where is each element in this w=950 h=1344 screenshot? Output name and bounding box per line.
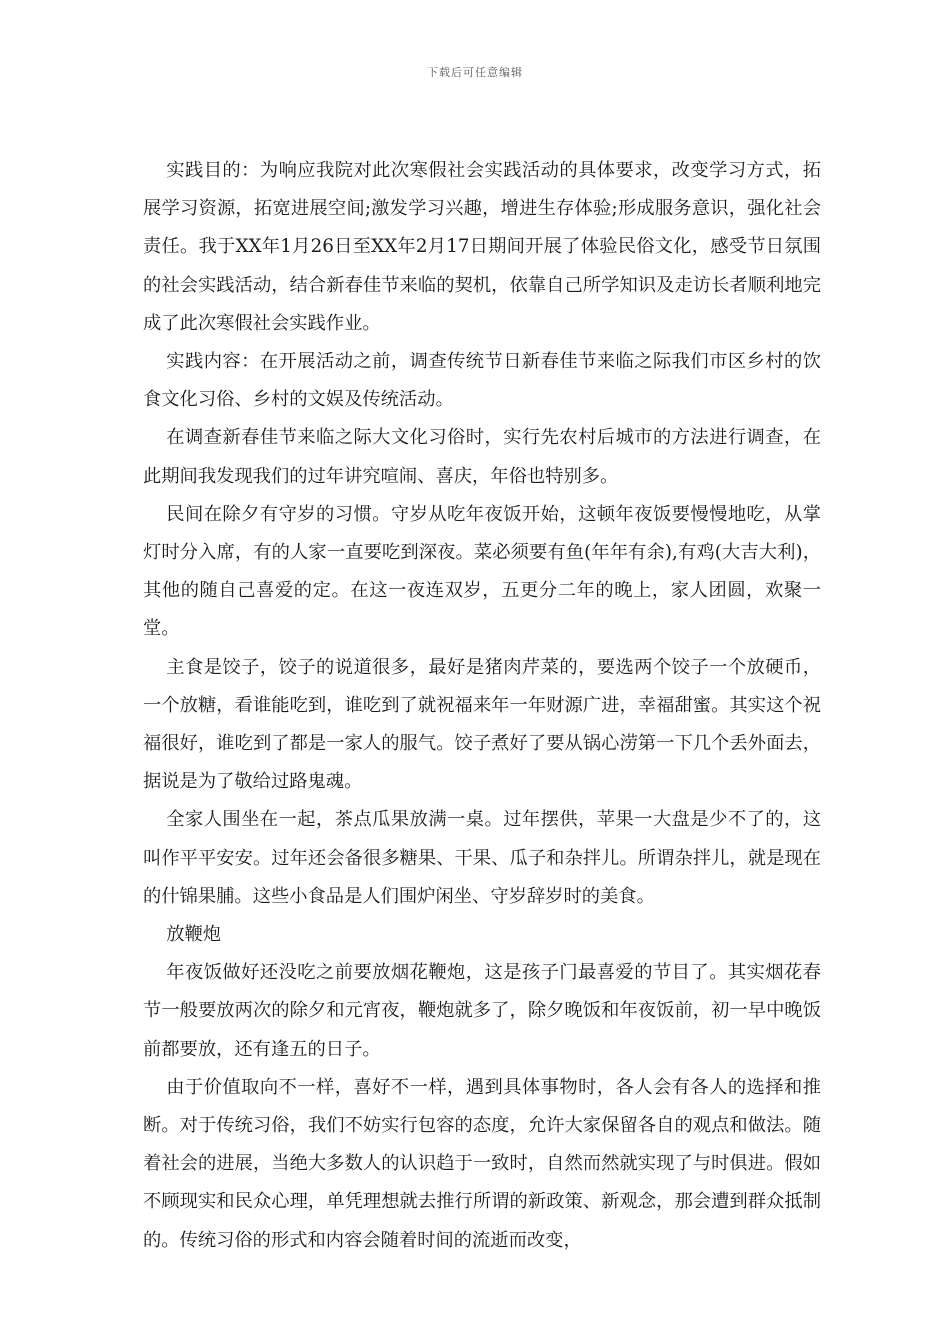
paragraph-practice-content: 实践内容：在开展活动之前，调查传统节日新春佳节来临之际我们市区乡村的饮食文化习俗、乡村的文娱及传统活动。 [143,351,821,411]
paragraph-family-snacks: 全家人围坐在一起，茶点瓜果放满一桌。过年摆供，苹果一大盘是少不了的，这叫作平平安安。过年还会备很多糖果、干果、瓜子和杂拌儿。所谓杂拌儿，就是现在的什锦果脯。这些小食品是人们围炉闲坐、守岁辞岁时的美食。 [143,809,821,907]
paragraph-survey-method: 在调查新春佳节来临之际大文化习俗时，实行先农村后城市的方法进行调查，在此期间我发现我们的过年讲究喧闹、喜庆，年俗也特别多。 [143,427,821,487]
page-header-note: 下载后可任意编辑 [427,66,523,79]
paragraph-firecrackers: 年夜饭做好还没吃之前要放烟花鞭炮，这是孩子门最喜爱的节目了。其实烟花春节一般要放两次的除夕和元宵夜，鞭炮就多了，除夕晚饭和年夜饭前，初一早中晚饭前都要放，还有逢五的日子。 [143,962,821,1060]
section-heading-firecrackers: 放鞭炮 [166,924,222,946]
paragraph-new-year-eve-vigil: 民间在除夕有守岁的习惯。守岁从吃年夜饭开始，这顿年夜饭要慢慢地吃，从掌灯时分入席，有的人家一直要吃到深夜。菜必须要有鱼(年年有余),有鸡(大吉大利)，其他的随自己喜爱的定。在这一夜连双岁，五更分二年的晚上，家人团圆，欢聚一堂。 [143,503,821,640]
document-body [143,152,821,1260]
paragraph-dumplings: 主食是饺子，饺子的说道很多，最好是猪肉芹菜的，要选两个饺子一个放硬币，一个放糖，看谁能吃到，谁吃到了就祝福来年一年财源广进，幸福甜蜜。其实这个祝福很好，谁吃到了都是一家人的服气。饺子煮好了要从锅心涝第一下几个丢外面去，据说是为了敬给过路鬼魂。 [143,656,821,793]
paragraph-customs-tolerance: 由于价值取向不一样，喜好不一样，遇到具体事物时，各人会有各人的选择和推断。对于传统习俗，我们不妨实行包容的态度，允许大家保留各自的观点和做法。随着社会的进展，当绝大多数人的认识趋于一致时，自然而然就实现了与时俱进。假如不顾现实和民众心理，单凭理想就去推行所谓的新政策、新观念，那会遭到群众抵制的。传统习俗的形式和内容会随着时间的流逝而改变， [143,1076,821,1251]
paragraph-practice-purpose: 实践目的：为响应我院对此次寒假社会实践活动的具体要求，改变学习方式，拓展学习资源，拓宽进展空间;激发学习兴趣，增进生存体验;形成服务意识，强化社会责任。我于XX年1月26日至XX年2月17日期间开展了体验民俗文化，感受节日氛围的社会实践活动，结合新春佳节来临的契机，依靠自己所学知识及走访长者顺利地完成了此次寒假社会实践作业。 [143,160,821,334]
